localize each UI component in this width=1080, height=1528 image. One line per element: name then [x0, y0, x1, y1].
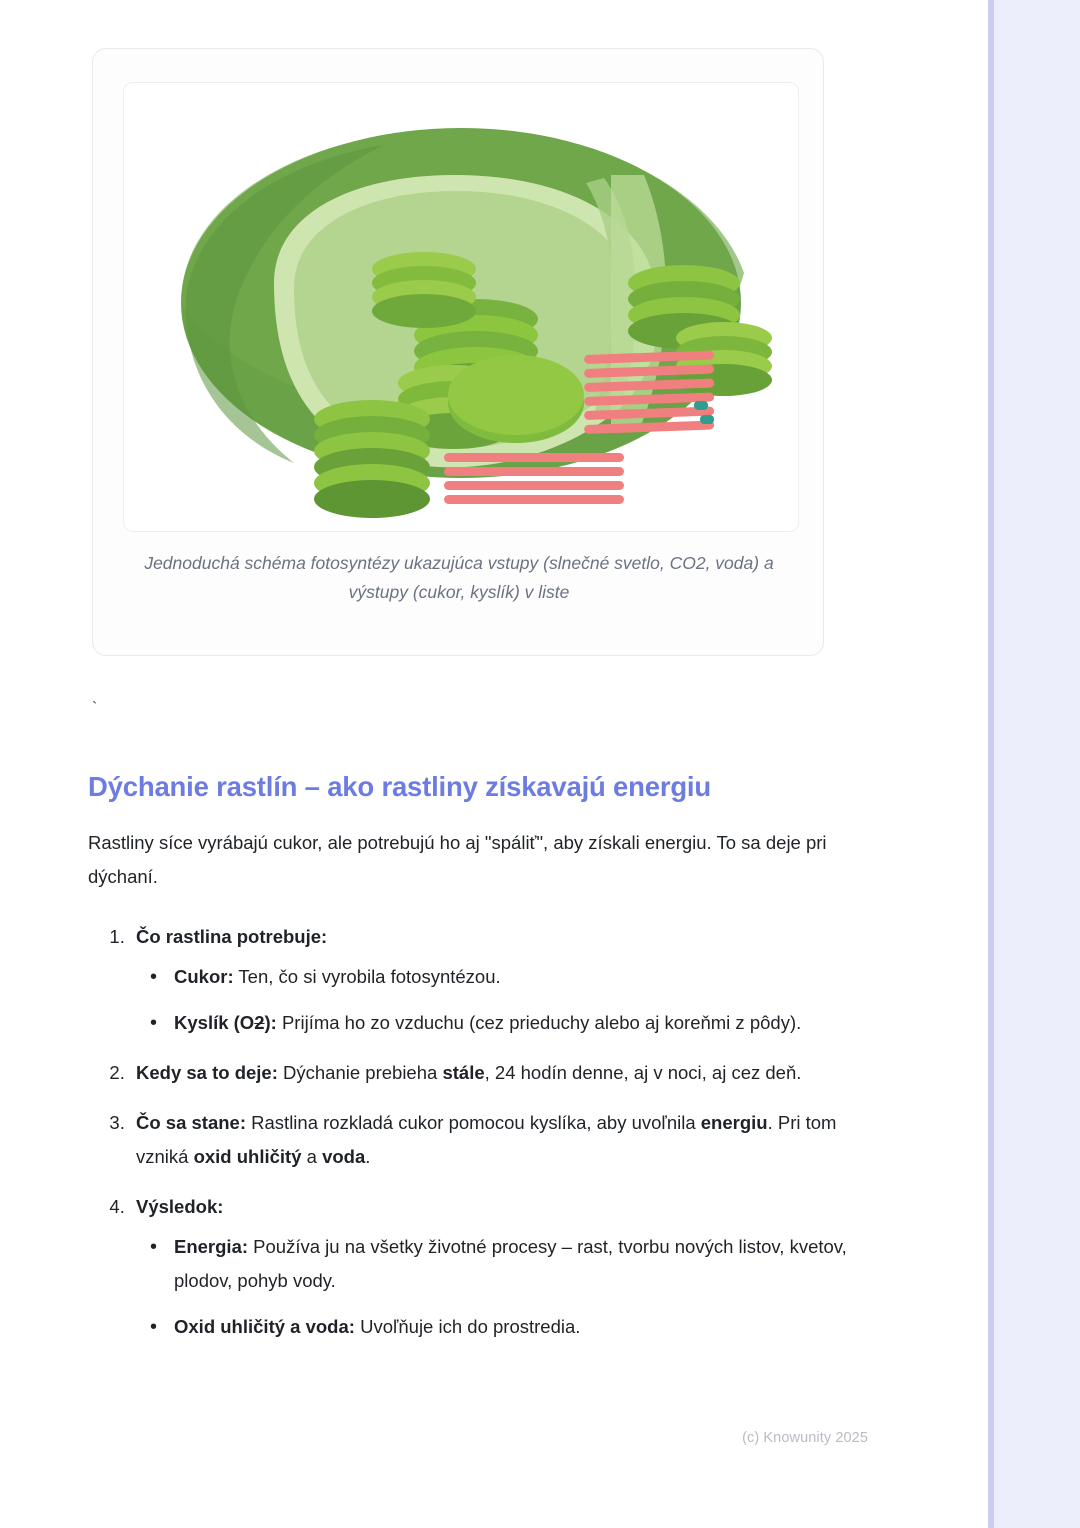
list-item	[172, 1310, 848, 1344]
list-item-text-1: Dýchanie prebieha	[277, 1062, 443, 1083]
sub-item-label-subscript: 2	[254, 1012, 265, 1033]
figure-card	[92, 48, 824, 656]
list-item-text-2: , 24 hodín denne, aj v noci, aj cez deň.	[484, 1062, 802, 1083]
section-intro-paragraph: Rastliny síce vyrábajú cukor, ale potrebujú ho aj "spáliť", aby získali energiu. To sa deje pri dýchaní.	[88, 832, 827, 887]
list-item-bold-1: energiu	[700, 1112, 768, 1133]
list-item	[130, 1106, 848, 1174]
list-item	[172, 960, 848, 994]
article-body	[88, 770, 848, 1360]
list-item	[130, 1056, 848, 1090]
stray-backtick-text: `	[92, 700, 98, 717]
numbered-list	[88, 920, 848, 1344]
page-edge-panel	[994, 0, 1080, 1528]
chloroplast-diagram-icon	[124, 83, 798, 531]
list-item	[130, 920, 848, 1040]
list-item-text-3: a	[301, 1146, 323, 1167]
list-item-label: Kedy sa to deje:	[136, 1062, 278, 1083]
figure-caption: Jednoduchá schéma fotosyntézy ukazujúca vstupy (slnečné svetlo, CO2, voda) a výstupy (cukor, kyslík) v liste	[144, 553, 774, 602]
list-item-bold-1: stále	[442, 1062, 485, 1083]
sub-item-text: Prijíma ho zo vzduchu (cez prieduchy alebo aj koreňmi z pôdy).	[276, 1012, 802, 1033]
list-item-label: Výsledok:	[136, 1196, 224, 1217]
sub-item-text: Uvoľňuje ich do prostredia.	[354, 1316, 581, 1337]
sub-item-label: Cukor:	[174, 966, 234, 987]
list-item-text-2: . Pri tom vzniká	[136, 1112, 837, 1167]
sub-item-text: Používa ju na všetky životné procesy – rast, tvorbu nových listov, kvetov, plodov, pohyb vody.	[174, 1236, 847, 1291]
sub-list	[136, 1230, 848, 1344]
sub-list	[136, 960, 848, 1040]
sub-item-label: Energia:	[174, 1236, 249, 1257]
sub-item-label: Oxid uhličitý a voda:	[174, 1316, 355, 1337]
list-item-bold-3: voda	[322, 1146, 366, 1167]
sub-item-label-post: ):	[264, 1012, 277, 1033]
list-item	[172, 1230, 848, 1298]
list-item-label: Čo rastlina potrebuje:	[136, 926, 328, 947]
section-title: Dýchanie rastlín – ako rastliny získavajú energiu	[88, 771, 711, 802]
list-item	[130, 1190, 848, 1344]
list-item-bold-2: oxid uhličitý	[193, 1146, 302, 1167]
list-item	[172, 1006, 848, 1040]
list-item-text-1: Rastlina rozkladá cukor pomocou kyslíka, aby uvoľnila	[246, 1112, 701, 1133]
sub-item-label-pre: Kyslík (O	[174, 1012, 255, 1033]
list-item-label: Čo sa stane:	[136, 1112, 247, 1133]
sub-item-text: Ten, čo si vyrobila fotosyntézou.	[233, 966, 501, 987]
lamella-group	[444, 453, 624, 504]
list-item-text-4: .	[365, 1146, 371, 1167]
copyright-notice: (c) Knowunity 2025	[742, 1430, 868, 1446]
figure-image-frame	[123, 82, 799, 532]
